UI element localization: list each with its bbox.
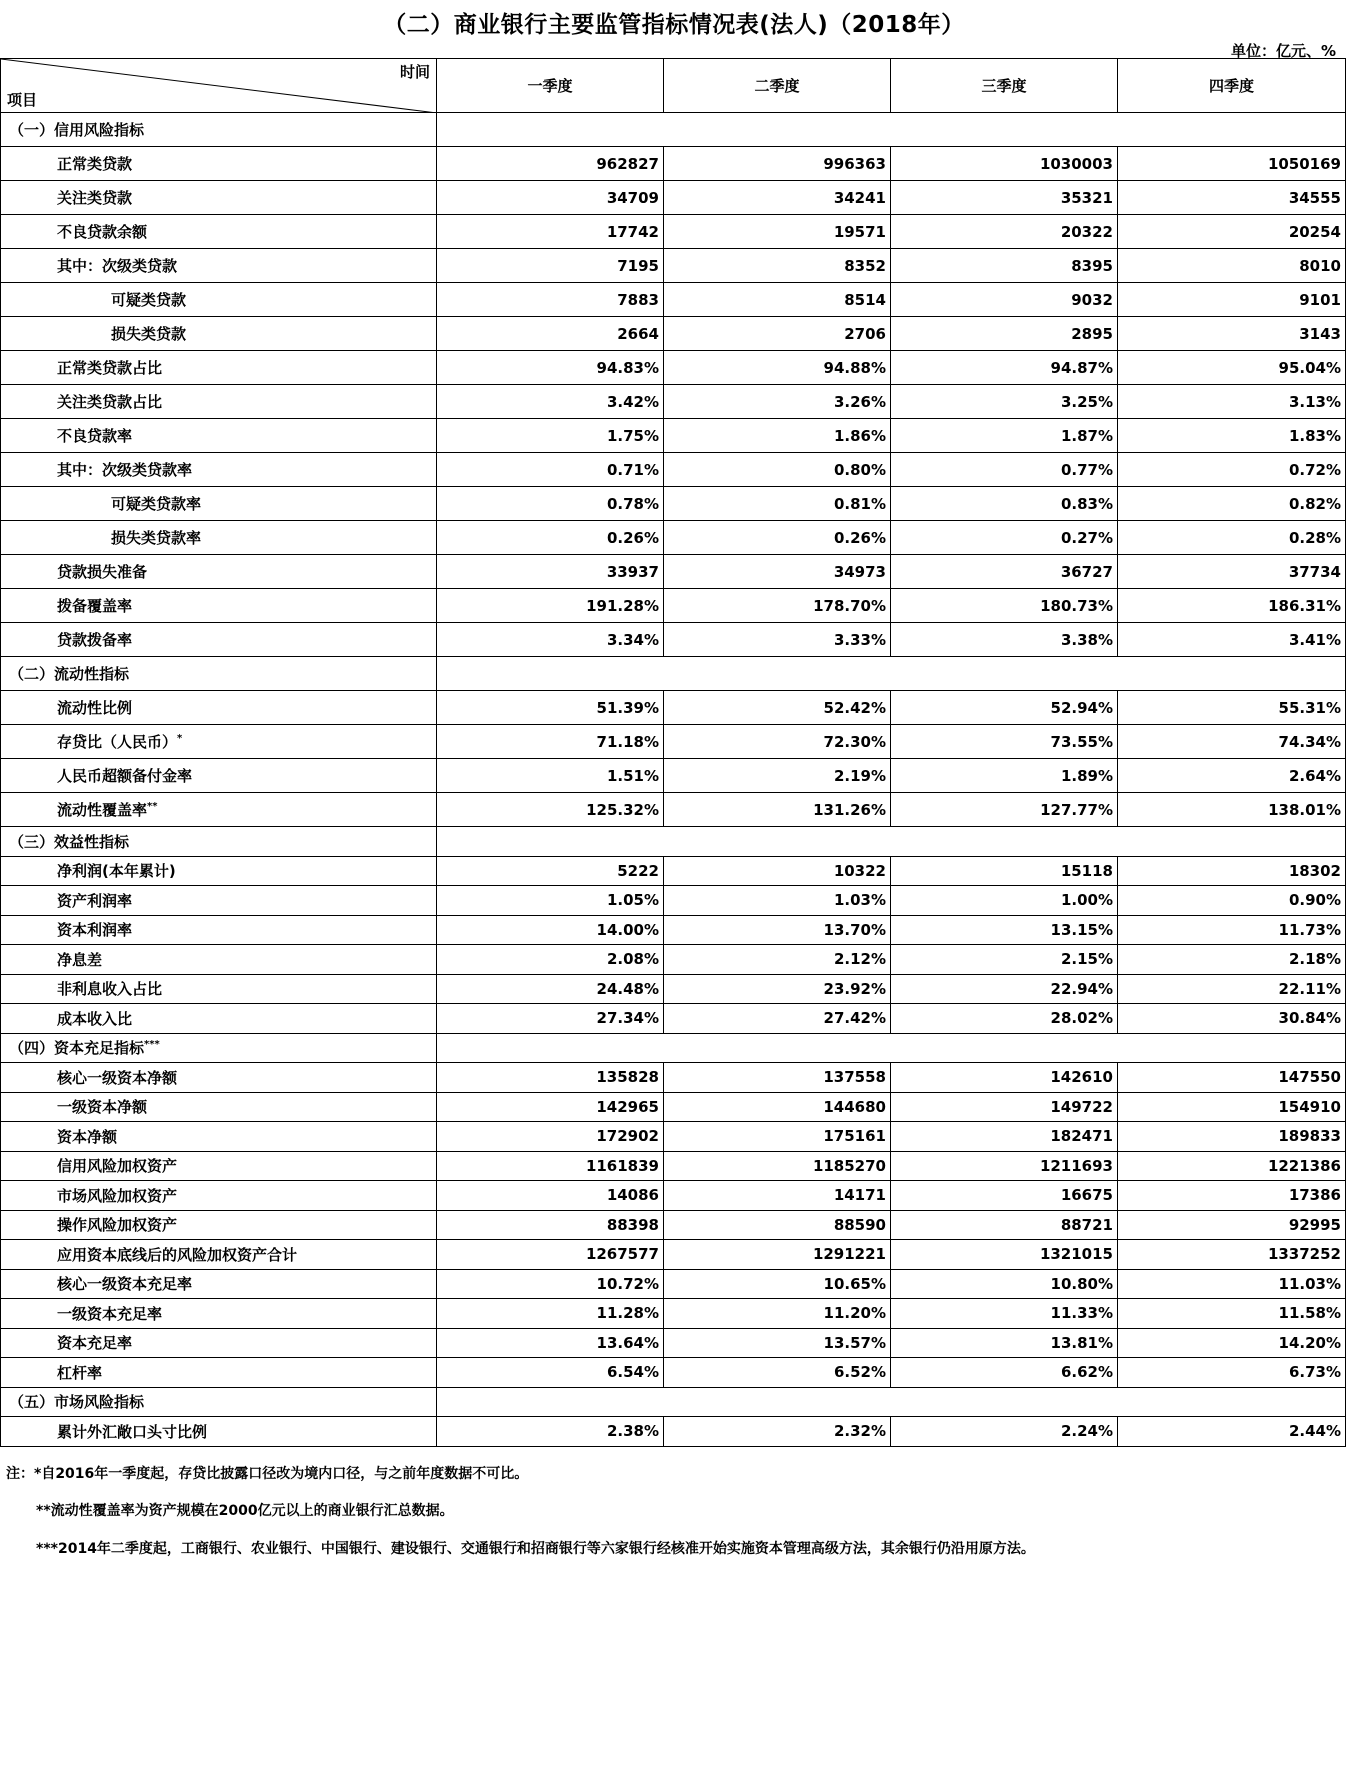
value-cell: 1.86%: [664, 419, 891, 453]
value-cell: 137558: [664, 1063, 891, 1093]
category-row: [1, 1033, 1346, 1063]
category-text: （五）市场风险指标: [9, 1393, 145, 1412]
value-cell: 11.28%: [437, 1299, 664, 1329]
row-label-text: 损失类贷款率: [111, 529, 202, 547]
row-label: [1, 249, 437, 283]
value-cell: 13.81%: [891, 1328, 1118, 1358]
value-cell: 34709: [437, 181, 664, 215]
table-row: [1, 1181, 1346, 1211]
value-cell: 74.34%: [1118, 725, 1346, 759]
value-cell: 3.34%: [437, 623, 664, 657]
table-row: [1, 945, 1346, 975]
row-label: [1, 759, 437, 793]
value-cell: 34555: [1118, 181, 1346, 215]
category-blank: [437, 1387, 1346, 1417]
value-cell: 10.72%: [437, 1269, 664, 1299]
value-cell: 1321015: [891, 1240, 1118, 1270]
value-cell: 1.87%: [891, 419, 1118, 453]
value-cell: 11.58%: [1118, 1299, 1346, 1329]
category-text: （一）信用风险指标: [9, 121, 145, 139]
value-cell: 1337252: [1118, 1240, 1346, 1270]
value-cell: 3.33%: [664, 623, 891, 657]
row-label-text: 人民币超额备付金率: [57, 767, 193, 785]
value-cell: 35321: [891, 181, 1118, 215]
row-label-text: 累计外汇敞口头寸比例: [57, 1422, 208, 1441]
value-cell: 1.05%: [437, 886, 664, 916]
value-cell: 0.26%: [437, 521, 664, 555]
value-cell: 5222: [437, 856, 664, 886]
value-cell: 142965: [437, 1092, 664, 1122]
category-label: [1, 827, 437, 857]
value-cell: 18302: [1118, 856, 1346, 886]
row-label: [1, 886, 437, 916]
value-cell: 13.70%: [664, 915, 891, 945]
row-label-text: 信用风险加权资产: [57, 1157, 178, 1176]
category-text: （四）资本充足指标: [9, 1039, 145, 1058]
table-row: [1, 283, 1346, 317]
value-cell: 125.32%: [437, 793, 664, 827]
table-row: [1, 1122, 1346, 1152]
value-cell: 19571: [664, 215, 891, 249]
row-label: [1, 521, 437, 555]
value-cell: 0.78%: [437, 487, 664, 521]
value-cell: 142610: [891, 1063, 1118, 1093]
value-cell: 2664: [437, 317, 664, 351]
table-row: [1, 759, 1346, 793]
value-cell: 88721: [891, 1210, 1118, 1240]
row-label-text: 流动性覆盖率: [57, 801, 148, 819]
row-label: [1, 1151, 437, 1181]
row-label: [1, 1417, 437, 1447]
table-row: [1, 915, 1346, 945]
row-label: [1, 1358, 437, 1388]
value-cell: 8352: [664, 249, 891, 283]
footnote-marker: ***: [144, 1039, 160, 1051]
row-label-text: 正常类贷款占比: [57, 359, 163, 377]
value-cell: 0.83%: [891, 487, 1118, 521]
corner-diagonal: [1, 59, 437, 113]
value-cell: 2.19%: [664, 759, 891, 793]
value-cell: 149722: [891, 1092, 1118, 1122]
value-cell: 22.94%: [891, 974, 1118, 1004]
value-cell: 0.82%: [1118, 487, 1346, 521]
row-label: [1, 555, 437, 589]
row-label: [1, 1004, 437, 1034]
value-cell: 135828: [437, 1063, 664, 1093]
col-q2: 二季度: [664, 59, 891, 113]
table-row: [1, 249, 1346, 283]
row-label: [1, 147, 437, 181]
row-label: [1, 1181, 437, 1211]
table-row: [1, 1299, 1346, 1329]
category-row: [1, 827, 1346, 857]
corner-diagonal-line: [1, 59, 437, 113]
row-label: [1, 691, 437, 725]
value-cell: 27.42%: [664, 1004, 891, 1034]
row-label: [1, 725, 437, 759]
value-cell: 2.15%: [891, 945, 1118, 975]
table-row: [1, 856, 1346, 886]
value-cell: 94.87%: [891, 351, 1118, 385]
row-label-text: 可疑类贷款率: [111, 495, 202, 513]
value-cell: 962827: [437, 147, 664, 181]
row-label-text: 其中：次级类贷款: [57, 257, 178, 275]
value-cell: 23.92%: [664, 974, 891, 1004]
value-cell: 144680: [664, 1092, 891, 1122]
footnote-marker: **: [147, 801, 158, 812]
value-cell: 9032: [891, 283, 1118, 317]
value-cell: 88398: [437, 1210, 664, 1240]
value-cell: 2.44%: [1118, 1417, 1346, 1447]
table-row: [1, 1328, 1346, 1358]
value-cell: 191.28%: [437, 589, 664, 623]
col-q1: 一季度: [437, 59, 664, 113]
row-label: [1, 793, 437, 827]
value-cell: 14171: [664, 1181, 891, 1211]
table-row: [1, 1004, 1346, 1034]
table-row: [1, 974, 1346, 1004]
row-label-text: 净利润(本年累计): [57, 862, 176, 881]
footnote-marker: *: [177, 733, 183, 744]
table-row: [1, 1358, 1346, 1388]
page-title: （二）商业银行主要监管指标情况表(法人)（2018年）: [383, 12, 965, 38]
category-blank: [437, 113, 1346, 147]
value-cell: 1161839: [437, 1151, 664, 1181]
row-label-text: 成本收入比: [57, 1009, 133, 1028]
value-cell: 996363: [664, 147, 891, 181]
footnote-3: ***2014年二季度起，工商银行、农业银行、中国银行、建设银行、交通银行和招商银行等六家银行经核准开始实施资本管理高级方法，其余银行仍沿用原方法。: [36, 1541, 1035, 1557]
value-cell: 51.39%: [437, 691, 664, 725]
row-label: [1, 1122, 437, 1152]
value-cell: 2.12%: [664, 945, 891, 975]
value-cell: 52.42%: [664, 691, 891, 725]
value-cell: 1.83%: [1118, 419, 1346, 453]
value-cell: 14.00%: [437, 915, 664, 945]
row-label: [1, 283, 437, 317]
table-row: [1, 521, 1346, 555]
row-label: [1, 453, 437, 487]
table-row: [1, 1151, 1346, 1181]
row-label-text: 贷款损失准备: [57, 563, 148, 581]
table-row: [1, 147, 1346, 181]
category-label: [1, 1033, 437, 1063]
value-cell: 88590: [664, 1210, 891, 1240]
row-label: [1, 1063, 437, 1093]
value-cell: 2.38%: [437, 1417, 664, 1447]
value-cell: 0.28%: [1118, 521, 1346, 555]
header-time-label: 时间: [399, 63, 430, 81]
value-cell: 52.94%: [891, 691, 1118, 725]
value-cell: 0.77%: [891, 453, 1118, 487]
table-row: [1, 181, 1346, 215]
value-cell: 3143: [1118, 317, 1346, 351]
value-cell: 127.77%: [891, 793, 1118, 827]
value-cell: 11.03%: [1118, 1269, 1346, 1299]
category-blank: [437, 827, 1346, 857]
row-label-text: 资本利润率: [57, 921, 133, 940]
row-label-text: 可疑类贷款: [111, 291, 187, 309]
value-cell: 6.54%: [437, 1358, 664, 1388]
row-label-text: 资本充足率: [57, 1334, 133, 1353]
value-cell: 2895: [891, 317, 1118, 351]
value-cell: 72.30%: [664, 725, 891, 759]
table-row: [1, 215, 1346, 249]
table-row: [1, 487, 1346, 521]
category-text: （二）流动性指标: [9, 665, 130, 683]
row-label-text: 应用资本底线后的风险加权资产合计: [57, 1245, 298, 1264]
row-label-text: 操作风险加权资产: [57, 1216, 178, 1235]
row-label: [1, 215, 437, 249]
value-cell: 180.73%: [891, 589, 1118, 623]
value-cell: 20254: [1118, 215, 1346, 249]
header-row: [1, 59, 1346, 113]
row-label-text: 关注类贷款占比: [57, 393, 163, 411]
category-blank: [437, 1033, 1346, 1063]
value-cell: 55.31%: [1118, 691, 1346, 725]
table-row: [1, 691, 1346, 725]
row-label: [1, 1240, 437, 1270]
table-row: [1, 1210, 1346, 1240]
value-cell: 1185270: [664, 1151, 891, 1181]
value-cell: 2706: [664, 317, 891, 351]
value-cell: 8010: [1118, 249, 1346, 283]
row-label-text: 正常类贷款: [57, 155, 133, 173]
category-row: [1, 1387, 1346, 1417]
value-cell: 1030003: [891, 147, 1118, 181]
indicator-table: [0, 58, 1346, 1447]
value-cell: 6.73%: [1118, 1358, 1346, 1388]
value-cell: 13.15%: [891, 915, 1118, 945]
row-label-text: 净息差: [57, 950, 103, 969]
value-cell: 0.27%: [891, 521, 1118, 555]
value-cell: 2.32%: [664, 1417, 891, 1447]
table-row: [1, 725, 1346, 759]
row-label-text: 损失类贷款: [111, 325, 187, 343]
value-cell: 2.08%: [437, 945, 664, 975]
value-cell: 24.48%: [437, 974, 664, 1004]
value-cell: 172902: [437, 1122, 664, 1152]
value-cell: 0.26%: [664, 521, 891, 555]
row-label: [1, 974, 437, 1004]
table-row: [1, 793, 1346, 827]
row-label-text: 存贷比（人民币）: [57, 733, 178, 751]
value-cell: 182471: [891, 1122, 1118, 1152]
value-cell: 15118: [891, 856, 1118, 886]
value-cell: 0.71%: [437, 453, 664, 487]
value-cell: 3.42%: [437, 385, 664, 419]
row-label: [1, 419, 437, 453]
row-label-text: 拨备覆盖率: [57, 597, 133, 615]
footnote-1: 注：*自2016年一季度起，存贷比披露口径改为境内口径，与之前年度数据不可比。: [6, 1466, 529, 1482]
row-label-text: 核心一级资本净额: [57, 1068, 178, 1087]
value-cell: 3.41%: [1118, 623, 1346, 657]
value-cell: 73.55%: [891, 725, 1118, 759]
value-cell: 71.18%: [437, 725, 664, 759]
table-row: [1, 351, 1346, 385]
row-label: [1, 589, 437, 623]
row-label: [1, 317, 437, 351]
value-cell: 189833: [1118, 1122, 1346, 1152]
value-cell: 0.72%: [1118, 453, 1346, 487]
value-cell: 22.11%: [1118, 974, 1346, 1004]
value-cell: 30.84%: [1118, 1004, 1346, 1034]
value-cell: 16675: [891, 1181, 1118, 1211]
table-row: [1, 1269, 1346, 1299]
footnote-2: **流动性覆盖率为资产规模在2000亿元以上的商业银行汇总数据。: [36, 1503, 454, 1519]
table-row: [1, 1092, 1346, 1122]
value-cell: 36727: [891, 555, 1118, 589]
value-cell: 7195: [437, 249, 664, 283]
value-cell: 34973: [664, 555, 891, 589]
value-cell: 1.51%: [437, 759, 664, 793]
row-label: [1, 945, 437, 975]
row-label: [1, 856, 437, 886]
row-label: [1, 1299, 437, 1329]
value-cell: 10322: [664, 856, 891, 886]
col-q3: 三季度: [891, 59, 1118, 113]
value-cell: 2.64%: [1118, 759, 1346, 793]
value-cell: 10.65%: [664, 1269, 891, 1299]
row-label: [1, 385, 437, 419]
value-cell: 14086: [437, 1181, 664, 1211]
value-cell: 11.73%: [1118, 915, 1346, 945]
value-cell: 33937: [437, 555, 664, 589]
value-cell: 0.90%: [1118, 886, 1346, 916]
value-cell: 147550: [1118, 1063, 1346, 1093]
row-label-text: 贷款拨备率: [57, 631, 133, 649]
value-cell: 1.00%: [891, 886, 1118, 916]
row-label: [1, 623, 437, 657]
row-label: [1, 1210, 437, 1240]
value-cell: 27.34%: [437, 1004, 664, 1034]
row-label-text: 一级资本净额: [57, 1098, 148, 1117]
row-label-text: 市场风险加权资产: [57, 1186, 178, 1205]
value-cell: 1.03%: [664, 886, 891, 916]
value-cell: 3.38%: [891, 623, 1118, 657]
category-label: [1, 113, 437, 147]
row-label-text: 一级资本充足率: [57, 1304, 163, 1323]
row-label: [1, 181, 437, 215]
value-cell: 8395: [891, 249, 1118, 283]
category-label: [1, 1387, 437, 1417]
value-cell: 17386: [1118, 1181, 1346, 1211]
category-row: [1, 113, 1346, 147]
value-cell: 2.18%: [1118, 945, 1346, 975]
category-label: [1, 657, 437, 691]
value-cell: 13.57%: [664, 1328, 891, 1358]
unit-label: 单位：亿元、%: [1230, 42, 1336, 60]
value-cell: 2.24%: [891, 1417, 1118, 1447]
value-cell: 1267577: [437, 1240, 664, 1270]
value-cell: 1.89%: [891, 759, 1118, 793]
value-cell: 1221386: [1118, 1151, 1346, 1181]
row-label-text: 核心一级资本充足率: [57, 1275, 193, 1294]
row-label: [1, 1092, 437, 1122]
value-cell: 34241: [664, 181, 891, 215]
value-cell: 1050169: [1118, 147, 1346, 181]
table-row: [1, 419, 1346, 453]
row-label-text: 非利息收入占比: [57, 980, 163, 999]
value-cell: 17742: [437, 215, 664, 249]
header-corner: [1, 59, 437, 113]
value-cell: 1291221: [664, 1240, 891, 1270]
value-cell: 3.25%: [891, 385, 1118, 419]
table-row: [1, 453, 1346, 487]
category-row: [1, 657, 1346, 691]
value-cell: 1.75%: [437, 419, 664, 453]
value-cell: 154910: [1118, 1092, 1346, 1122]
value-cell: 178.70%: [664, 589, 891, 623]
value-cell: 94.83%: [437, 351, 664, 385]
value-cell: 8514: [664, 283, 891, 317]
value-cell: 11.20%: [664, 1299, 891, 1329]
category-text: （三）效益性指标: [9, 832, 130, 851]
category-blank: [437, 657, 1346, 691]
table-row: [1, 1063, 1346, 1093]
row-label-text: 流动性比例: [57, 699, 133, 717]
value-cell: 10.80%: [891, 1269, 1118, 1299]
value-cell: 0.80%: [664, 453, 891, 487]
row-label-text: 资本净额: [57, 1127, 118, 1146]
table-row: [1, 1240, 1346, 1270]
table-row: [1, 623, 1346, 657]
value-cell: 175161: [664, 1122, 891, 1152]
table-row: [1, 886, 1346, 916]
value-cell: 1211693: [891, 1151, 1118, 1181]
value-cell: 92995: [1118, 1210, 1346, 1240]
row-label: [1, 351, 437, 385]
value-cell: 7883: [437, 283, 664, 317]
col-q4: 四季度: [1118, 59, 1346, 113]
value-cell: 11.33%: [891, 1299, 1118, 1329]
table-row: [1, 385, 1346, 419]
header-item-label: 项目: [7, 91, 38, 109]
row-label-text: 杠杆率: [57, 1363, 103, 1382]
row-label: [1, 1269, 437, 1299]
value-cell: 9101: [1118, 283, 1346, 317]
value-cell: 14.20%: [1118, 1328, 1346, 1358]
value-cell: 94.88%: [664, 351, 891, 385]
value-cell: 186.31%: [1118, 589, 1346, 623]
row-label-text: 其中：次级类贷款率: [57, 461, 193, 479]
value-cell: 37734: [1118, 555, 1346, 589]
value-cell: 138.01%: [1118, 793, 1346, 827]
value-cell: 95.04%: [1118, 351, 1346, 385]
row-label-text: 不良贷款余额: [57, 223, 148, 241]
row-label-text: 关注类贷款: [57, 189, 133, 207]
row-label-text: 资产利润率: [57, 891, 133, 910]
value-cell: 3.26%: [664, 385, 891, 419]
value-cell: 28.02%: [891, 1004, 1118, 1034]
value-cell: 6.62%: [891, 1358, 1118, 1388]
row-label-text: 不良贷款率: [57, 427, 133, 445]
table-row: [1, 589, 1346, 623]
value-cell: 13.64%: [437, 1328, 664, 1358]
value-cell: 6.52%: [664, 1358, 891, 1388]
value-cell: 0.81%: [664, 487, 891, 521]
value-cell: 3.13%: [1118, 385, 1346, 419]
table-body: [1, 59, 1346, 1447]
value-cell: 131.26%: [664, 793, 891, 827]
table-row: [1, 1417, 1346, 1447]
row-label: [1, 915, 437, 945]
value-cell: 20322: [891, 215, 1118, 249]
table-row: [1, 555, 1346, 589]
row-label: [1, 487, 437, 521]
table-row: [1, 317, 1346, 351]
row-label: [1, 1328, 437, 1358]
